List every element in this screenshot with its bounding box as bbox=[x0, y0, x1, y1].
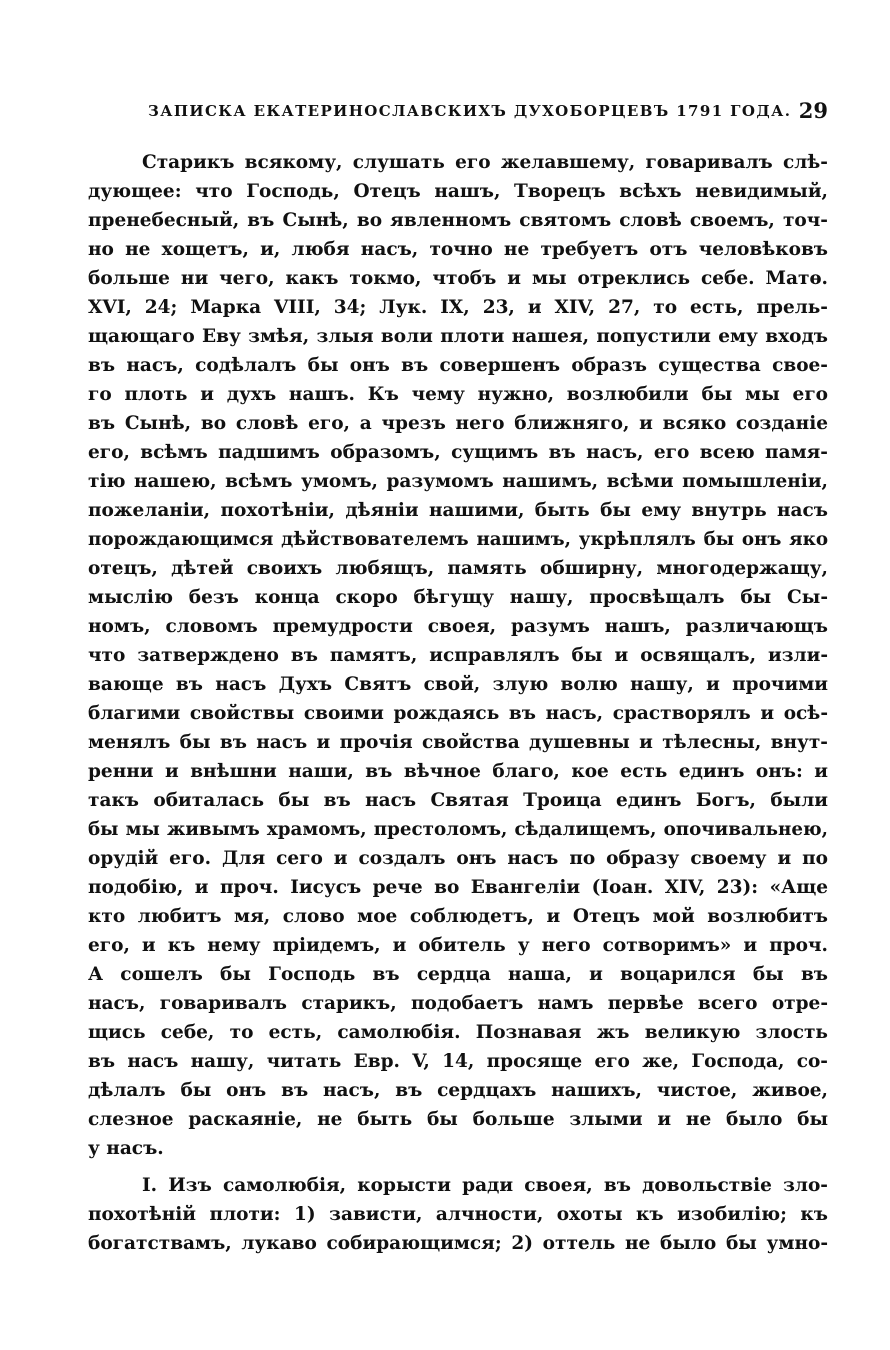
text-line: насъ, говаривалъ старикъ, подобаетъ намъ первѣе всего отре- bbox=[88, 993, 828, 1014]
text-line: А сошелъ бы Господь въ сердца наша, и воцарился бы въ bbox=[88, 964, 828, 985]
page-header bbox=[88, 98, 828, 128]
text-line: го плоть и духъ нашъ. Къ чему нужно, возлюбили бы мы его bbox=[88, 384, 828, 405]
paragraph-gap bbox=[88, 1163, 828, 1171]
page-number: 29 bbox=[798, 98, 828, 123]
text-line: щающаго Еву змѣя, злыя воли плоти нашея, попустили ему входъ bbox=[88, 326, 828, 347]
text-line: дѣлалъ бы онъ въ насъ, въ сердцахъ нашихъ, чистое, живое, bbox=[88, 1080, 828, 1101]
text-line: въ насъ нашу, читать Евр. V, 14, просяще его же, Господа, со- bbox=[88, 1051, 828, 1072]
text-line: пренебесный, въ Сынѣ, во явленномъ святомъ словѣ своемъ, точ- bbox=[88, 210, 828, 231]
text-line: отецъ, дѣтей своихъ любящъ, память обширну, многодержащу, bbox=[88, 558, 828, 579]
body-text bbox=[88, 148, 828, 1258]
text-line: орудій его. Для сего и создалъ онъ насъ по образу своему и по bbox=[88, 848, 828, 869]
text-line: кто любитъ мя, слово мое соблюдетъ, и Отецъ мой возлюбитъ bbox=[88, 906, 828, 927]
text-line: его, и къ нему пріидемъ, и обитель у него сотворимъ» и проч. bbox=[88, 935, 828, 956]
text-line: больше ни чего, какъ токмо, чтобъ и мы отреклись себе. Матѳ. bbox=[88, 268, 828, 289]
text-line: дующее: что Господь, Отецъ нашъ, Творецъ всѣхъ невидимый, bbox=[88, 181, 828, 202]
paragraph bbox=[88, 148, 828, 1163]
text-line: порождающимся дѣйствователемъ нашимъ, укрѣплялъ бы онъ яко bbox=[88, 529, 828, 550]
text-line: похотѣній плоти: 1) зависти, алчности, охоты къ изобилію; къ bbox=[88, 1204, 828, 1225]
text-line: что затверждено въ памятъ, исправлялъ бы и освящалъ, изли- bbox=[88, 645, 828, 666]
text-line: такъ обиталась бы въ насъ Святая Троица единъ Богъ, были bbox=[88, 790, 828, 811]
running-title: ЗАПИСКА ЕКАТЕРИНОСЛАВСКИХЪ ДУХОБОРЦЕВЪ 1791 ГОДА. bbox=[148, 102, 792, 120]
text-line: пожеланіи, похотѣніи, дѣяніи нашими, быть бы ему внутрь насъ bbox=[88, 500, 828, 521]
text-line: Старикъ всякому, слушать его желавшему, говаривалъ слѣ- bbox=[142, 152, 828, 173]
text-line: у насъ. bbox=[88, 1138, 164, 1159]
text-line: менялъ бы въ насъ и прочія свойства душевны и тѣлесны, внут- bbox=[88, 732, 828, 753]
text-line: тію нашею, всѣмъ умомъ, разумомъ нашимъ, всѣми помышленіи, bbox=[88, 471, 828, 492]
text-line: его, всѣмъ падшимъ образомъ, сущимъ въ насъ, его всею памя- bbox=[88, 442, 828, 463]
text-line: вающе въ насъ Духъ Святъ свой, злую волю нашу, и прочими bbox=[88, 674, 828, 695]
text-line: XVI, 24; Марка VIII, 34; Лук. IX, 23, и XIV, 27, то есть, прель- bbox=[88, 297, 828, 318]
text-line: номъ, словомъ премудрости своея, разумъ нашъ, различающъ bbox=[88, 616, 828, 637]
paragraph bbox=[88, 1171, 828, 1258]
text-line: въ Сынѣ, во словѣ его, а чрезъ него ближняго, и всяко созданіе bbox=[88, 413, 828, 434]
text-line: но не хощетъ, и, любя насъ, точно не требуетъ отъ человѣковъ bbox=[88, 239, 828, 260]
text-line: ренни и внѣшни наши, въ вѣчное благо, кое есть единъ онъ: и bbox=[88, 761, 828, 782]
text-line: подобію, и проч. Іисусъ рече во Евангеліи (Іоан. XIV, 23): «Аще bbox=[88, 877, 828, 898]
text-line: мыслію безъ конца скоро бѣгущу нашу, просвѣщалъ бы Сы- bbox=[88, 587, 828, 608]
text-line: благими свойствы своими рождаясь въ насъ, срастворялъ и осѣ- bbox=[88, 703, 828, 724]
text-line: богатствамъ, лукаво собирающимся; 2) оттель не было бы умно- bbox=[88, 1233, 828, 1254]
text-line: І. Изъ самолюбія, корысти ради своея, въ довольствіе зло- bbox=[142, 1175, 828, 1196]
text-line: щись себе, то есть, самолюбія. Познавая жъ великую злость bbox=[88, 1022, 828, 1043]
text-line: въ насъ, содѣлалъ бы онъ въ совершенъ образъ существа свое- bbox=[88, 355, 828, 376]
text-line: бы мы живымъ храмомъ, престоломъ, сѣдалищемъ, опочивальнею, bbox=[88, 819, 828, 840]
text-line: слезное раскаяніе, не быть бы больше злыми и не было бы bbox=[88, 1109, 828, 1130]
